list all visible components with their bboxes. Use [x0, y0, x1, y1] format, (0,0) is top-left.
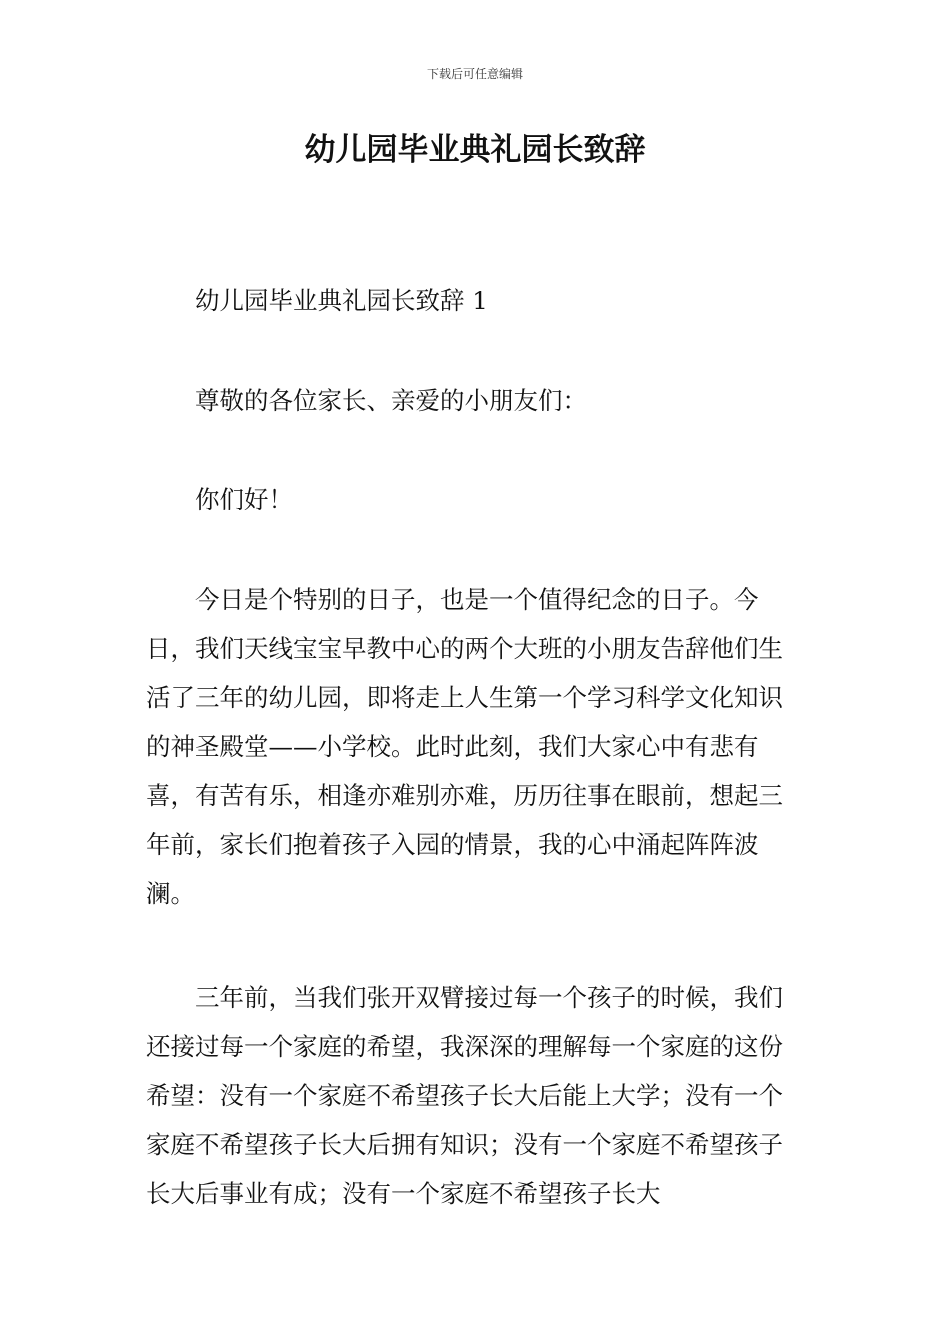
- document-title: 幼儿园毕业典礼园长致辞: [304, 132, 646, 168]
- greeting: 你们好！: [195, 485, 293, 514]
- salutation: 尊敬的各位家长、亲爱的小朋友们：: [195, 386, 587, 415]
- header-note: 下载后可任意编辑: [426, 67, 523, 81]
- body-paragraph: 今日是个特别的日子，也是一个值得纪念的日子。今日，我们天线宝宝早教中心的两个大班的小朋友告辞他们生活了三年的幼儿园，即将走上人生第一个学习科学文化知识的神圣殿堂——小学校。此时此刻，我们大家心中有悲有喜，有苦有乐，相逢亦难别亦难，历历往事在眼前，想起三年前，家长们抱着孩子入园的情景，我的心中涌起阵阵波澜。: [146, 585, 783, 908]
- body-paragraph: 三年前，当我们张开双臂接过每一个孩子的时候，我们还接过每一个家庭的希望，我深深的理解每一个家庭的这份希望：没有一个家庭不希望孩子长大后能上大学；没有一个家庭不希望孩子长大后拥有知识；没有一个家庭不希望孩子长大后事业有成；没有一个家庭不希望孩子长大: [146, 983, 783, 1208]
- section-subheading: 幼儿园毕业典礼园长致辞 1: [195, 286, 488, 315]
